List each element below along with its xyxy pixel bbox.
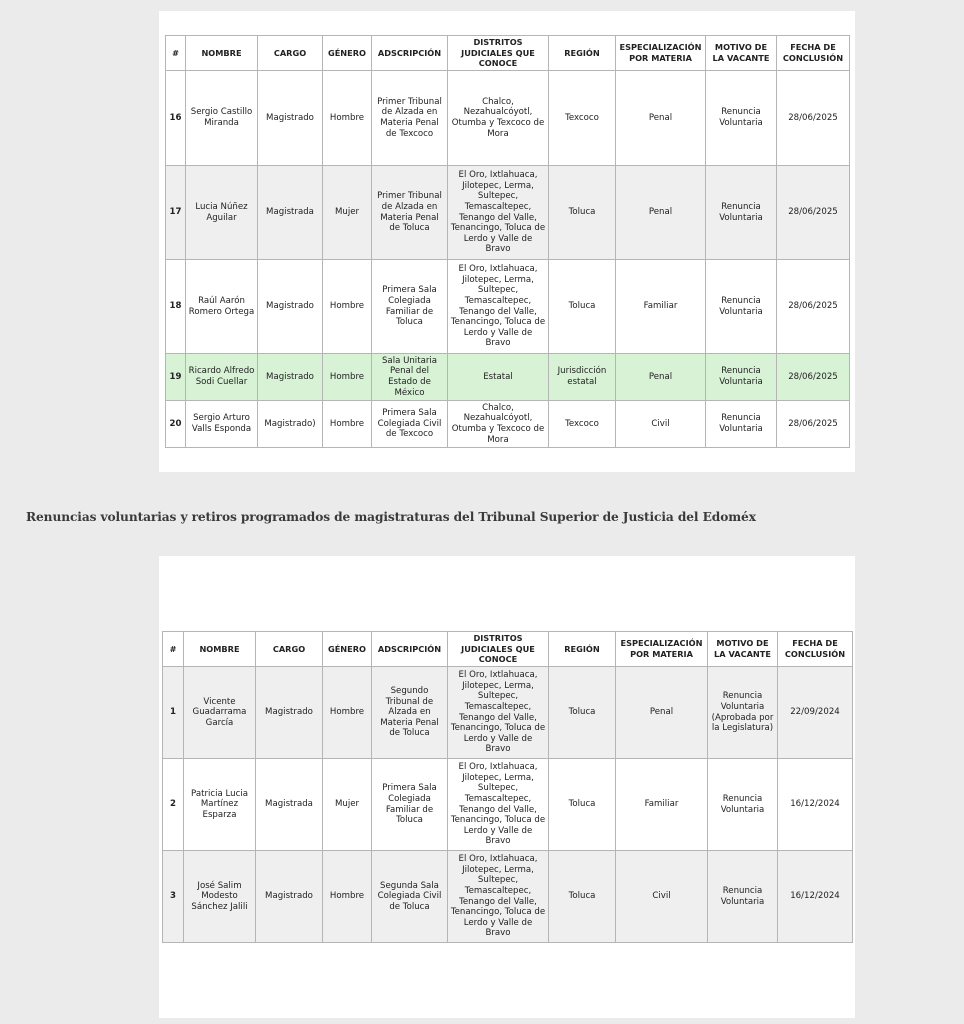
cell-adscripcion: Primer Tribunal de Alzada en Materia Penal de Toluca	[372, 166, 448, 260]
cell-num: 3	[163, 851, 184, 943]
cell-especializacion: Familiar	[616, 759, 708, 851]
cell-genero: Hombre	[323, 260, 372, 354]
cell-especializacion: Civil	[616, 851, 708, 943]
cell-distritos: El Oro, Ixtlahuaca, Jilotepec, Lerma, Sultepec, Temascaltepec, Tenango del Valle, Tenancingo, Toluca de Lerdo y Valle de Bravo	[448, 166, 549, 260]
cell-region: Jurisdicción estatal	[549, 354, 616, 401]
cell-num: 18	[166, 260, 186, 354]
header-especializacion: ESPECIALIZACIÓN POR MATERIA	[616, 632, 708, 667]
table-row-highlighted	[166, 354, 850, 401]
cell-cargo: Magistrado	[256, 851, 323, 943]
cell-especializacion: Penal	[616, 354, 706, 401]
cell-motivo: Renuncia Voluntaria	[708, 759, 778, 851]
header-nombre: NOMBRE	[186, 36, 258, 71]
cell-num: 20	[166, 401, 186, 448]
cell-fecha: 28/06/2025	[777, 166, 850, 260]
cell-num: 16	[166, 71, 186, 166]
cell-adscripcion: Primera Sala Colegiada Civil de Texcoco	[372, 401, 448, 448]
header-especializacion: ESPECIALIZACIÓN POR MATERIA	[616, 36, 706, 71]
cell-nombre: José Salim Modesto Sánchez Jalili	[184, 851, 256, 943]
cell-motivo: Renuncia Voluntaria	[706, 260, 777, 354]
cell-region: Texcoco	[549, 401, 616, 448]
cell-adscripcion: Segunda Sala Colegiada Civil de Toluca	[372, 851, 448, 943]
header-num: #	[163, 632, 184, 667]
cell-adscripcion: Primera Sala Colegiada Familiar de Toluca	[372, 260, 448, 354]
cell-genero: Hombre	[323, 401, 372, 448]
cell-cargo: Magistrado	[258, 260, 323, 354]
cell-region: Toluca	[549, 759, 616, 851]
cell-nombre: Sergio Arturo Valls Esponda	[186, 401, 258, 448]
cell-cargo: Magistrado	[258, 354, 323, 401]
cell-region: Toluca	[549, 851, 616, 943]
header-fecha: FECHA DE CONCLUSIÓN	[777, 36, 850, 71]
cell-nombre: Lucia Núñez Aguilar	[186, 166, 258, 260]
table-header-row	[163, 632, 853, 667]
cell-adscripcion: Sala Unitaria Penal del Estado de México	[372, 354, 448, 401]
table-row	[166, 260, 850, 354]
vacancies-table-top	[165, 35, 850, 448]
cell-cargo: Magistrado)	[258, 401, 323, 448]
header-region: REGIÓN	[549, 632, 616, 667]
cell-especializacion: Penal	[616, 166, 706, 260]
cell-nombre: Sergio Castillo Miranda	[186, 71, 258, 166]
cell-adscripcion: Primer Tribunal de Alzada en Materia Penal de Texcoco	[372, 71, 448, 166]
cell-distritos: El Oro, Ixtlahuaca, Jilotepec, Lerma, Sultepec, Temascaltepec, Tenango del Valle, Tenancingo, Toluca de Lerdo y Valle de Bravo	[448, 667, 549, 759]
cell-fecha: 22/09/2024	[778, 667, 853, 759]
cell-adscripcion: Primera Sala Colegiada Familiar de Toluca	[372, 759, 448, 851]
cell-region: Toluca	[549, 260, 616, 354]
header-motivo: MOTIVO DE LA VACANTE	[708, 632, 778, 667]
header-region: REGIÓN	[549, 36, 616, 71]
cell-motivo: Renuncia Voluntaria	[706, 71, 777, 166]
table-row	[163, 851, 853, 943]
cell-fecha: 28/06/2025	[777, 260, 850, 354]
cell-especializacion: Penal	[616, 71, 706, 166]
cell-especializacion: Penal	[616, 667, 708, 759]
cell-fecha: 16/12/2024	[778, 759, 853, 851]
cell-distritos: Estatal	[448, 354, 549, 401]
cell-region: Toluca	[549, 166, 616, 260]
cell-motivo: Renuncia Voluntaria	[706, 166, 777, 260]
vacancies-table-bottom	[162, 631, 853, 943]
cell-distritos: Chalco, Nezahualcóyotl, Otumba y Texcoco de Mora	[448, 401, 549, 448]
cell-especializacion: Civil	[616, 401, 706, 448]
cell-region: Texcoco	[549, 71, 616, 166]
header-cargo: CARGO	[258, 36, 323, 71]
table-row	[166, 401, 850, 448]
table-image-bottom	[159, 556, 855, 1018]
cell-genero: Hombre	[323, 667, 372, 759]
cell-adscripcion: Segundo Tribunal de Alzada en Materia Penal de Toluca	[372, 667, 448, 759]
cell-distritos: El Oro, Ixtlahuaca, Jilotepec, Lerma, Sultepec, Temascaltepec, Tenango del Valle, Tenancingo, Toluca de Lerdo y Valle de Bravo	[448, 759, 549, 851]
cell-motivo: Renuncia Voluntaria	[708, 851, 778, 943]
table-header-row	[166, 36, 850, 71]
table-row	[166, 71, 850, 166]
cell-num: 17	[166, 166, 186, 260]
cell-num: 2	[163, 759, 184, 851]
cell-cargo: Magistrada	[256, 759, 323, 851]
cell-fecha: 28/06/2025	[777, 401, 850, 448]
cell-genero: Mujer	[323, 166, 372, 260]
table-image-top	[159, 11, 855, 472]
cell-cargo: Magistrada	[258, 166, 323, 260]
cell-motivo: Renuncia Voluntaria (Aprobada por la Legislatura)	[708, 667, 778, 759]
cell-genero: Mujer	[323, 759, 372, 851]
table-row	[166, 166, 850, 260]
cell-num: 1	[163, 667, 184, 759]
table-row	[163, 667, 853, 759]
cell-cargo: Magistrado	[256, 667, 323, 759]
table-row	[163, 759, 853, 851]
cell-cargo: Magistrado	[258, 71, 323, 166]
header-motivo: MOTIVO DE LA VACANTE	[706, 36, 777, 71]
cell-region: Toluca	[549, 667, 616, 759]
cell-nombre: Ricardo Alfredo Sodi Cuellar	[186, 354, 258, 401]
header-num: #	[166, 36, 186, 71]
header-genero: GÉNERO	[323, 632, 372, 667]
cell-fecha: 28/06/2025	[777, 354, 850, 401]
header-distritos: DISTRITOS JUDICIALES QUE CONOCE	[448, 632, 549, 667]
cell-fecha: 28/06/2025	[777, 71, 850, 166]
cell-motivo: Renuncia Voluntaria	[706, 354, 777, 401]
header-nombre: NOMBRE	[184, 632, 256, 667]
cell-nombre: Vicente Guadarrama García	[184, 667, 256, 759]
cell-distritos: El Oro, Ixtlahuaca, Jilotepec, Lerma, Sultepec, Temascaltepec, Tenango del Valle, Tenancingo, Toluca de Lerdo y Valle de Bravo	[448, 260, 549, 354]
cell-distritos: Chalco, Nezahualcóyotl, Otumba y Texcoco de Mora	[448, 71, 549, 166]
header-fecha: FECHA DE CONCLUSIÓN	[778, 632, 853, 667]
image-caption: Renuncias voluntarias y retiros programados de magistraturas del Tribunal Superior de Justicia del Edoméx	[26, 510, 756, 524]
cell-nombre: Raúl Aarón Romero Ortega	[186, 260, 258, 354]
cell-nombre: Patricia Lucia Martínez Esparza	[184, 759, 256, 851]
cell-genero: Hombre	[323, 851, 372, 943]
cell-motivo: Renuncia Voluntaria	[706, 401, 777, 448]
header-distritos: DISTRITOS JUDICIALES QUE CONOCE	[448, 36, 549, 71]
header-cargo: CARGO	[256, 632, 323, 667]
cell-genero: Hombre	[323, 71, 372, 166]
cell-especializacion: Familiar	[616, 260, 706, 354]
header-genero: GÉNERO	[323, 36, 372, 71]
cell-genero: Hombre	[323, 354, 372, 401]
header-adscripcion: ADSCRIPCIÓN	[372, 632, 448, 667]
cell-distritos: El Oro, Ixtlahuaca, Jilotepec, Lerma, Sultepec, Temascaltepec, Tenango del Valle, Tenancingo, Toluca de Lerdo y Valle de Bravo	[448, 851, 549, 943]
cell-fecha: 16/12/2024	[778, 851, 853, 943]
header-adscripcion: ADSCRIPCIÓN	[372, 36, 448, 71]
cell-num: 19	[166, 354, 186, 401]
